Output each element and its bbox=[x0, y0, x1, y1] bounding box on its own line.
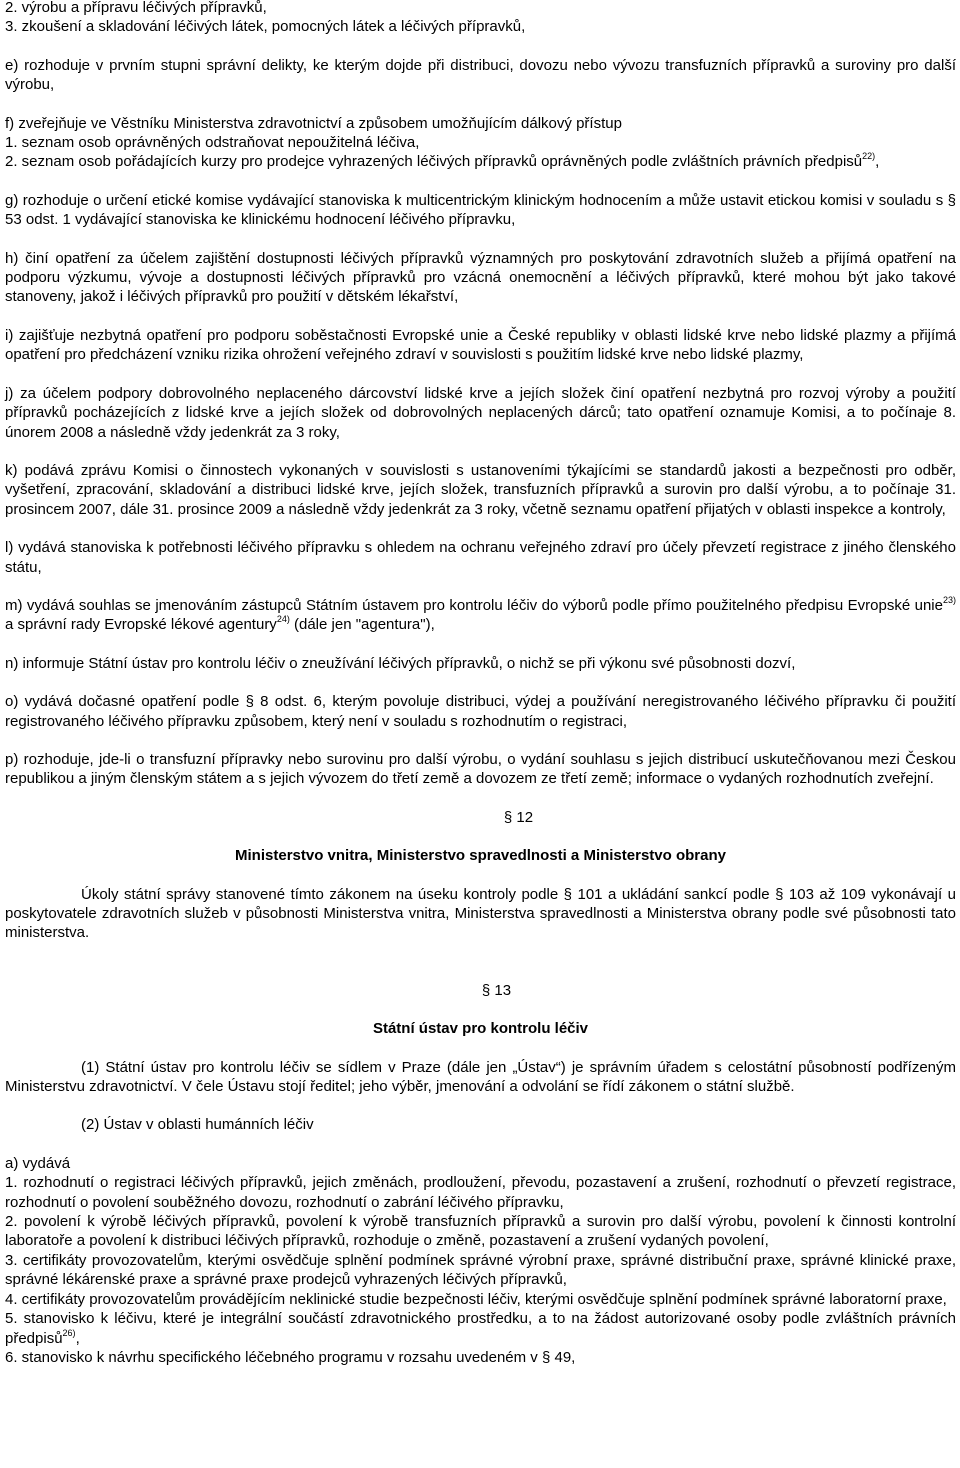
section-12-number: § 12 bbox=[503, 808, 534, 826]
section-12-title: Ministerstvo vnitra, Ministerstvo spravedlnosti a Ministerstvo obrany bbox=[235, 847, 726, 865]
paragraph-f: f) zveřejňuje ve Věstníku Ministerstva zdravotnictví a způsobem umožňujícím dálkový přístup bbox=[5, 114, 622, 132]
paragraph-o: o) vydává dočasné opatření podle § 8 odst. 6, kterým povoluje distribuci, výdej a používání neregistrovaného léčivého přípravku či použití registrovaného léčivého přípravku způsobem, který není v souladu s rozhodnutím o registraci, bbox=[5, 693, 956, 730]
paragraph-i: i) zajišťuje nezbytná opatření pro podporu soběstačnosti Evropské unie a České republiky v oblasti lidské krve nebo lidské plazmy a přijímá opatření pro předcházení vzniku rizika ohrožení veřejného zdraví v souvislosti s použitím lidské krve nebo lidské plazmy, bbox=[5, 326, 956, 364]
section-13-item-5-text: 5. stanovisko k léčivu, které je integrální součástí zdravotnického prostředku, a to na žádost autorizované osoby podle zvláštních právních předpisů bbox=[5, 1310, 956, 1347]
paragraph-k: k) podává zprávu Komisi o činnostech vykonaných v souvislosti s ustanoveními týkajícími se standardů jakosti a bezpečnosti pro odběr, vyšetření, zpracování, skladování a distribuci lidské krve, jejích složek, transfuzních přípravků a surovin pro další výrobu, a to počínaje 31. prosincem 2007, dále 31. prosince 2009 a následně vždy jedenkrát za 3 roky, včetně seznamu opatření přijatých v oblasti inspekce a kontroly, bbox=[5, 461, 956, 518]
section-13-paragraph-1: (1) Státní ústav pro kontrolu léčiv se sídlem v Praze (dále jen „Ústav“) je správním úřadem s celostátní působností podřízeným Ministerstvu zdravotnictví. V čele Ústavu stojí ředitel; jeho výběr, jmenování a odvolání se řídí zákonem o státní službě. bbox=[5, 1058, 956, 1096]
section-13-item-5 bbox=[5, 1309, 956, 1348]
paragraph-m bbox=[5, 596, 956, 635]
section-13-title: Státní ústav pro kontrolu léčiv bbox=[372, 1020, 589, 1038]
paragraph-p: p) rozhoduje, jde-li o transfuzní přípravky nebo surovinu pro další výrobu, o vydání souhlasu s jejich distribucí uskutečňovanou mezi Českou republikou a jiným členským státem a s jejich vývozem do třetí země a dovozem ze třetí země; informace o vydaných rozhodnutích zveřejní. bbox=[5, 750, 956, 788]
footnote-ref-26: 26) bbox=[62, 1327, 76, 1338]
intro-item-2: 2. výrobu a přípravu léčivých přípravků, bbox=[5, 0, 267, 16]
footnote-ref-23: 23) bbox=[942, 594, 956, 605]
footnote-ref-24: 24) bbox=[276, 614, 290, 625]
paragraph-m-part-2: a správní rady Evropské lékové agentury bbox=[5, 616, 277, 634]
section-13-item-5-end: , bbox=[75, 1329, 80, 1347]
section-13-item-2: 2. povolení k výrobě léčivých přípravků, povolení k výrobě transfuzních přípravků a surovin pro další výrobu, povolení k činnosti kontrolní laboratoře a povolení k distribuci léčivých přípravků, rozhoduje o změně, pozastavení a zrušení vydaných povolení, bbox=[5, 1213, 956, 1250]
section-13-item-1: 1. rozhodnutí o registraci léčivých přípravků, jejich změnách, prodloužení, převodu, pozastavení a zrušení, rozhodnutí o převzetí registrace, rozhodnutí o povolení souběžného dovozu, rozhodnutí o zabrání léčivého přípravku, bbox=[5, 1174, 956, 1211]
section-13-item-6: 6. stanovisko k návrhu specifického léčebného programu v rozsahu uvedeném v § 49, bbox=[5, 1348, 576, 1366]
section-13-paragraph-2: (2) Ústav v oblasti humánních léčiv bbox=[81, 1116, 314, 1134]
paragraph-f-item-2-end: , bbox=[875, 153, 880, 171]
paragraph-n: n) informuje Státní ústav pro kontrolu léčiv o zneužívání léčivých přípravků, o nichž se při výkonu své působnosti dozví, bbox=[5, 654, 796, 672]
footnote-ref-22: 22) bbox=[862, 151, 876, 162]
document-page bbox=[5, 0, 956, 1367]
paragraph-f-item-2-text: 2. seznam osob pořádajících kurzy pro prodejce vyhrazených léčivých přípravků oprávněných podle zvláštních právních předpisů bbox=[5, 153, 863, 171]
section-12-text: Úkoly státní správy stanovené tímto zákonem na úseku kontroly podle § 101 a ukládání sankcí podle § 103 až 109 vykonávají u poskytovatele zdravotních služeb v působnosti Ministerstva vnitra, Ministerstva spravedlnosti a Ministerstva obrany podle své působnosti tato ministerstva. bbox=[5, 885, 956, 942]
paragraph-f-item-2 bbox=[5, 152, 956, 171]
paragraph-f-item-1: 1. seznam osob oprávněných odstraňovat nepoužitelná léčiva, bbox=[5, 134, 420, 152]
paragraph-j: j) za účelem podpory dobrovolného neplaceného dárcovství lidské krve a jejích složek činí opatření nezbytná pro rozvoj výroby a použití přípravků pocházejících z lidské krve a jejích složek od dobrovolných neplacených dárců; tato opatření oznamuje Komisi, a to počínaje 8. únorem 2008 a následně vždy jedenkrát za 3 roky, bbox=[5, 384, 956, 441]
section-13-a-label: a) vydává bbox=[5, 1154, 71, 1172]
paragraph-l: l) vydává stanoviska k potřebnosti léčivého přípravku s ohledem na ochranu veřejného zdraví pro účely převzetí registrace z jiného členského státu, bbox=[5, 539, 956, 576]
section-13-item-3: 3. certifikáty provozovatelům, kterými osvědčuje splnění podmínek správné výrobní praxe, správné distribuční praxe, správné klinické praxe, správné lékárenské praxe a správné praxe prodejců vyhrazených léčivých přípravků, bbox=[5, 1251, 956, 1289]
paragraph-h: h) činí opatření za účelem zajištění dostupnosti léčivých přípravků významných pro poskytování zdravotních služeb a přijímá opatření na podporu výzkumu, vývoje a dostupnosti léčivých přípravků pro vzácná onemocnění a léčivých přípravků, které mohou být jako takové stanoveny, jakož i léčivých přípravků pro použití v dětském lékařství, bbox=[5, 249, 956, 306]
paragraph-m-part-1: m) vydává souhlas se jmenováním zástupců Státním ústavem pro kontrolu léčiv do výborů podle přímo použitelného předpisu Evropské unie bbox=[5, 596, 943, 614]
intro-item-3: 3. zkoušení a skladování léčivých látek, pomocných látek a léčivých přípravků, bbox=[5, 18, 526, 36]
paragraph-m-part-3: (dále jen "agentura"), bbox=[289, 616, 435, 634]
section-13-item-4: 4. certifikáty provozovatelům provádějícím neklinické studie bezpečnosti léčiv, kterými osvědčuje splnění podmínek správné laboratorní praxe, bbox=[5, 1290, 947, 1308]
section-13-number: § 13 bbox=[481, 981, 512, 999]
paragraph-g: g) rozhoduje o určení etické komise vydávající stanoviska k multicentrickým klinickým hodnocením a může ustavit etickou komisi v souladu s § 53 odst. 1 vydávající stanoviska ke klinickému hodnocení léčivého přípravku, bbox=[5, 191, 956, 229]
paragraph-e: e) rozhoduje v prvním stupni správní delikty, ke kterým dojde při distribuci, dovozu nebo vývozu transfuzních přípravků a suroviny pro další výrobu, bbox=[5, 56, 956, 94]
